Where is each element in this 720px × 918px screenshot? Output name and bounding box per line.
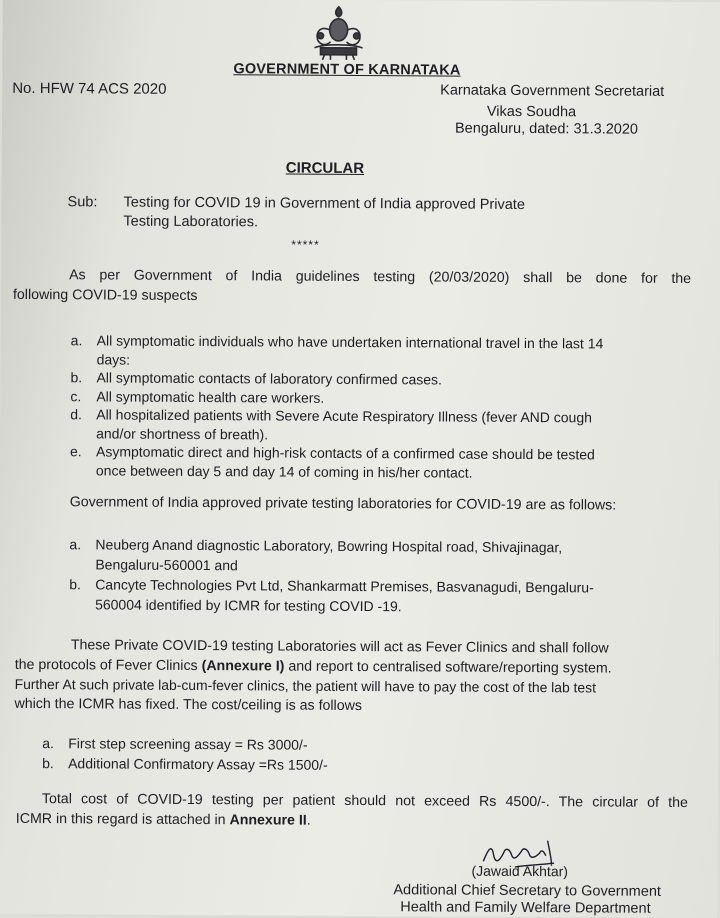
- paragraph-guidelines: [13, 266, 691, 309]
- list-item: d. All hospitalized patients with Severe Acute Respiratory Illness (fever AND cough: [70, 406, 592, 426]
- annexure-1-ref: (Annexure I): [201, 657, 285, 675]
- subject-line-1: Testing for COVID 19 in Government of India approved Private: [123, 194, 525, 214]
- list-item: b. Additional Confirmatory Assay =Rs 1500/-: [42, 755, 328, 773]
- subject-label: Sub:: [67, 194, 98, 211]
- list-item-continuation: and/or shortness of breath).: [96, 424, 269, 442]
- signatory-department: Health and Family Welfare Department: [400, 899, 651, 917]
- list-item: a. All symptomatic individuals who have undertaken international travel in the last 14: [70, 332, 604, 352]
- paragraph-line: These Private COVID-19 testing Laboratories will act as Fever Clinics and shall follow: [70, 637, 609, 657]
- list-item: b. All symptomatic contacts of laboratory confirmed cases.: [70, 369, 442, 388]
- annexure-2-ref: Annexure II: [229, 811, 307, 829]
- list-item-continuation: days:: [96, 350, 131, 368]
- list-item: a. Neuberg Anand diagnostic Laboratory, Bowring Hospital road, Shivajinagar,: [69, 536, 563, 556]
- signatory-name: (Jawaid Akhtar): [471, 862, 569, 880]
- list-item: c. All symptomatic health care workers.: [70, 387, 325, 406]
- subject-line-2: Testing Laboratories.: [123, 213, 259, 231]
- labs-list: [69, 534, 689, 618]
- paragraph-line: Further At such private lab-cum-fever clinics, the patient will have to pay the cost of the lab test: [14, 675, 597, 696]
- list-item-continuation: 560004 identified by ICMR for testing COVID -19.: [95, 596, 402, 615]
- paragraph-line: ICMR in this regard is attached in Annexure II.: [15, 810, 311, 829]
- paragraph-total-cost: [16, 790, 688, 833]
- separator-stars: *****: [291, 237, 320, 252]
- paragraph-line: the protocols of Fever Clinics (Annexure I) and report to centralised software/reporting system.: [14, 656, 612, 677]
- reference-number: No. HFW 74 ACS 2020: [12, 79, 167, 98]
- paragraph-line: following COVID-19 suspects: [12, 286, 198, 304]
- circular-heading: CIRCULAR: [285, 159, 365, 178]
- list-item-continuation: once between day 5 and day 14 of coming in his/her contact.: [95, 461, 473, 481]
- paragraph-line: As per Government of India guidelines testing (20/03/2020) shall be done for the: [69, 267, 692, 288]
- list-item-continuation: Bengaluru-560001 and: [95, 556, 238, 574]
- signatory-designation: Additional Chief Secretary to Government: [393, 882, 661, 900]
- list-item: a. First step screening assay = Rs 3000/-: [42, 735, 308, 753]
- address-line-1: Karnataka Government Secretariat: [440, 82, 665, 100]
- paragraph-line: which the ICMR has fixed. The cost/ceiling is as follows: [14, 695, 363, 714]
- cost-list: [42, 733, 328, 775]
- address-date-line: Bengaluru, dated: 31.3.2020: [454, 120, 639, 138]
- address-line-2: Vikas Soudha: [486, 103, 577, 121]
- government-title: GOVERNMENT OF KARNATAKA: [233, 61, 461, 79]
- state-emblem-icon: [306, 4, 370, 62]
- paragraph-fever-clinics: [14, 636, 686, 718]
- paragraph-line: Total cost of COVID-19 testing per patient should not exceed Rs 4500/-. The circular of the: [41, 791, 688, 812]
- paragraph-labs-intro: Government of India approved private testing laboratories for COVID-19 are as follows:: [69, 494, 617, 514]
- suspects-list: [70, 331, 604, 482]
- list-item: e. Asymptomatic direct and high-risk contacts of a confirmed case should be tested: [69, 443, 595, 463]
- list-item: b. Cancyte Technologies Pvt Ltd, Shankarmatt Premises, Basvanagudi, Bengaluru-: [69, 576, 594, 596]
